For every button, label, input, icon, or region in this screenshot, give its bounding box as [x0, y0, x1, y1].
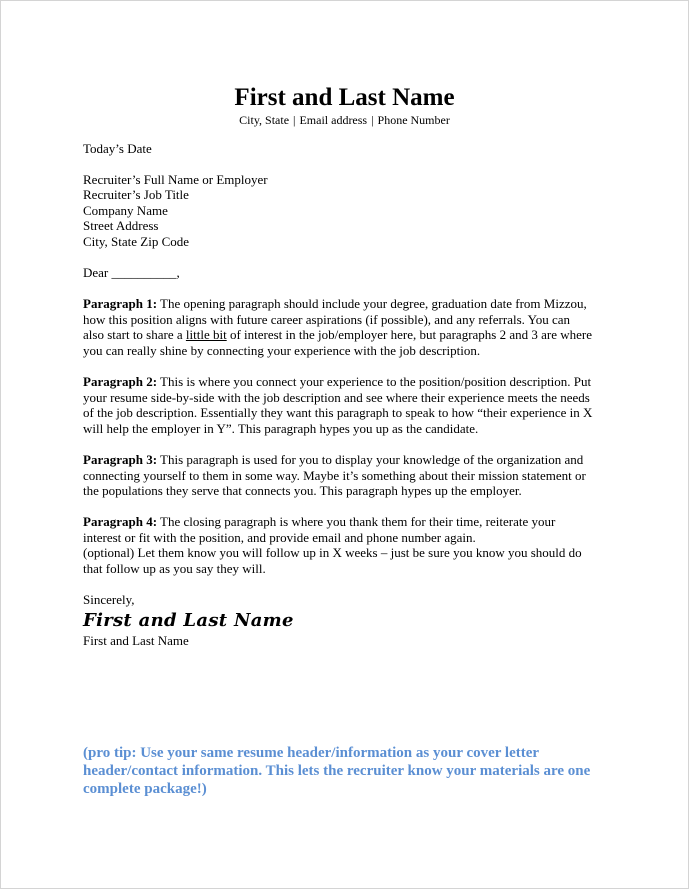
- paragraph-4-optional: (optional) Let them know you will follow up in X weeks – just be sure you know you should do that follow up as you say they will.: [83, 545, 582, 576]
- paragraph-2: [83, 374, 593, 436]
- recipient-name: Recruiter’s Full Name or Employer: [83, 171, 268, 187]
- header-city-state: City, State: [239, 113, 290, 127]
- paragraph-4-text: The closing paragraph is where you thank them for their time, reiterate your interest or fit with the position, and provide email and phone number again.: [83, 514, 556, 545]
- pro-tip-note: (pro tip: Use your same resume header/information as your cover letter header/contact information. This lets the recruiter know your materials are one complete package!): [83, 745, 591, 797]
- paragraph-3: [83, 452, 593, 499]
- recipient-title: Recruiter’s Job Title: [83, 187, 189, 203]
- paragraph-4-label: Paragraph 4:: [83, 514, 158, 530]
- recipient-street: Street Address: [83, 218, 159, 234]
- salutation: Dear __________,: [83, 265, 180, 281]
- header-email: Email address: [299, 113, 368, 127]
- paragraph-1-underlined: little bit: [185, 327, 227, 343]
- letter-date: Today’s Date: [83, 141, 152, 156]
- paragraph-3-text: This paragraph is used for you to display your knowledge of the organization and connecting yourself to them in some way. Maybe it’s something about their mission statement or the populations they serve that connects you. This paragraph hypes up the employer.: [83, 451, 586, 499]
- paragraph-1-text: The opening paragraph should include your degree, graduation date from Mizzou, how this position aligns with future career aspirations (if possible), and any referrals. You can also start to share a: [83, 296, 587, 343]
- recipient-city-zip: City, State Zip Code: [83, 233, 190, 249]
- separator: |: [371, 113, 374, 127]
- header-contact: [1, 113, 688, 127]
- printed-name: First and Last Name: [83, 632, 189, 648]
- separator: |: [293, 113, 296, 127]
- recipient-company: Company Name: [83, 202, 168, 218]
- paragraph-2-label: Paragraph 2:: [83, 374, 158, 390]
- paragraph-1-label: Paragraph 1:: [83, 296, 158, 312]
- paragraph-1: [83, 296, 593, 358]
- signature: First and Last Name: [83, 609, 294, 631]
- header-phone: Phone Number: [377, 113, 450, 127]
- paragraph-3-label: Paragraph 3:: [83, 451, 158, 467]
- paragraph-1-text-end: of interest in the job/employer here, but paragraphs 2 and 3 are where you can really shine by connecting your experience with the job description.: [83, 327, 593, 358]
- paragraph-4: [83, 514, 593, 576]
- recipient-block: [83, 172, 593, 250]
- paragraph-2-text: This is where you connect your experience to the position/position description. Put your resume side-by-side with the job description and see where their experience meets the needs of the job description. Essentially they want this paragraph to speak to how “their experience in X will help the employer in Y”. This paragraph hypes you up as the candidate.: [83, 374, 593, 436]
- letter-body: [83, 141, 593, 648]
- closing: Sincerely,: [83, 592, 135, 608]
- header-name: First and Last Name: [234, 84, 455, 111]
